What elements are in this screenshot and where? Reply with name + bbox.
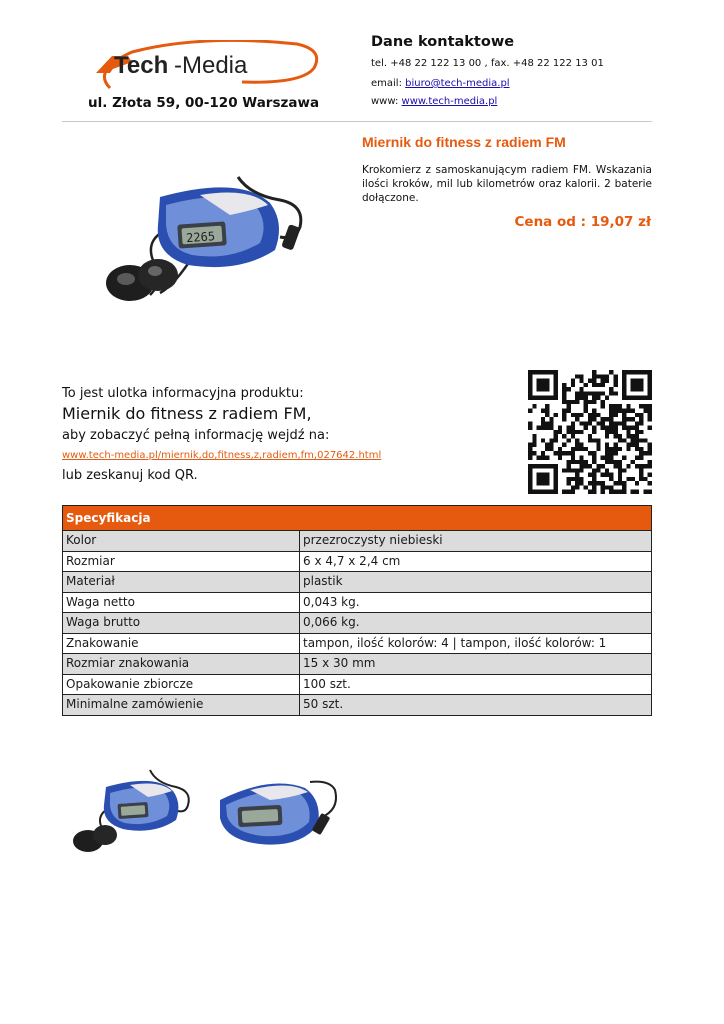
product-description: Krokomierz z samoskanującym radiem FM. Wskazania ilości kroków, mil lub kilometrów oraz kalorii. 2 baterie dołączone. [362, 164, 652, 204]
leaflet-qr-text: lub zeskanuj kod QR. [62, 468, 198, 483]
spec-table [62, 505, 652, 716]
contact-phone: tel. +48 22 122 13 00 , fax. +48 22 122 13 01 [371, 58, 604, 69]
spec-row [63, 634, 651, 655]
spec-row [63, 695, 651, 715]
spec-row [63, 654, 651, 675]
leaflet-url-line [62, 450, 381, 461]
spec-label: Rozmiar [63, 552, 300, 572]
spec-table-header: Specyfikacja [63, 506, 651, 531]
spec-label: Materiał [63, 572, 300, 592]
spec-value: tampon, ilość kolorów: 4 | tampon, ilość kolorów: 1 [303, 635, 607, 650]
spec-label: Waga brutto [63, 613, 300, 633]
spec-label: Kolor [63, 531, 300, 551]
contact-email [371, 78, 510, 89]
www-label: www: [371, 96, 402, 107]
leaflet-product-name: Miernik do fitness z radiem FM, [62, 404, 312, 423]
product-image [100, 165, 315, 325]
spec-value: 0,066 kg. [303, 615, 360, 629]
product-title: Miernik do fitness z radiem FM [362, 134, 566, 150]
svg-text:-Media: -Media [174, 52, 248, 79]
contact-www [371, 96, 497, 107]
spec-row [63, 531, 651, 552]
spec-value: 50 szt. [303, 697, 344, 711]
email-label: email: [371, 78, 406, 89]
www-link[interactable]: www.tech-media.pl [401, 96, 498, 107]
contact-title: Dane kontaktowe [371, 34, 515, 50]
spec-value: przezroczysty niebieski [303, 533, 443, 547]
tech-media-logo [92, 40, 322, 90]
product-price: Cena od : 19,07 zł [514, 214, 651, 230]
product-thumbnail-1[interactable] [68, 765, 198, 860]
spec-label: Minimalne zamówienie [63, 695, 300, 715]
spec-value: 6 x 4,7 x 2,4 cm [303, 553, 401, 568]
spec-row [63, 675, 651, 696]
spec-value: plastik [303, 574, 343, 588]
svg-text:Tech: Tech [114, 52, 169, 79]
spec-value: 15 x 30 mm [303, 656, 376, 670]
spec-row [63, 613, 651, 634]
product-url-link[interactable]: www.tech-media.pl/miernik,do,fitness,z,radiem,fm,027642.html [62, 450, 382, 461]
qr-code[interactable] [528, 370, 652, 494]
spec-row [63, 593, 651, 614]
svg-text:2265: 2265 [185, 229, 216, 246]
spec-row [63, 552, 651, 573]
spec-value: 0,043 kg. [303, 594, 360, 609]
spec-label: Rozmiar znakowania [63, 654, 300, 674]
email-link[interactable]: biuro@tech-media.pl [405, 78, 510, 89]
header-divider [62, 121, 652, 122]
spec-label: Opakowanie zbiorcze [63, 675, 300, 695]
spec-label: Znakowanie [63, 634, 300, 654]
spec-value: 100 szt. [303, 676, 351, 691]
spec-row [63, 572, 651, 593]
product-thumbnail-2[interactable] [210, 770, 345, 860]
spec-label: Waga netto [63, 593, 300, 613]
leaflet-visit-text: aby zobaczyć pełną informację wejdź na: [62, 428, 330, 443]
company-address: ul. Złota 59, 00-120 Warszawa [88, 95, 320, 111]
leaflet-intro: To jest ulotka informacyjna produktu: [62, 386, 304, 401]
